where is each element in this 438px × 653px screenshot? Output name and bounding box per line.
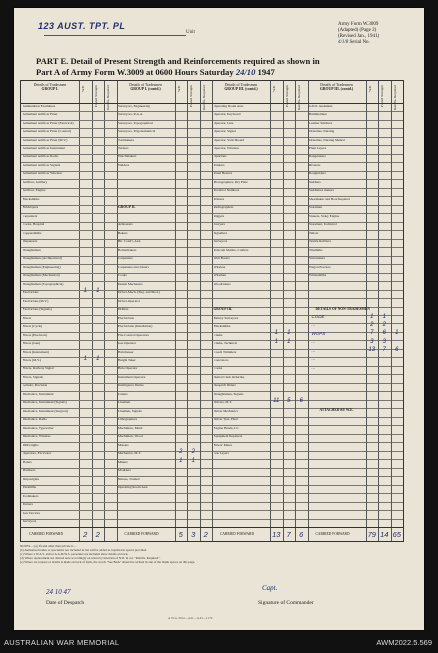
row-label: Photographers, Dry Plate <box>213 179 248 184</box>
row-label: Concretors <box>213 358 229 362</box>
row-label: Bakers <box>118 230 128 235</box>
handwritten-value: 1 <box>83 288 87 295</box>
carried-forward-value: 79 <box>367 530 376 539</box>
note-line: NOTES.—(a) If rank other than private is ... <box>20 544 77 548</box>
row-label: Shoemaker and Boot Repairer <box>309 196 350 201</box>
row-label: Dental Clerk Orderlies <box>213 374 245 379</box>
column-header-details: Details of Tradesmen <box>129 83 162 87</box>
row-label: Clerks <box>213 332 223 337</box>
non-tradesman-entry: ... <box>311 347 316 353</box>
column-header-group: GROUP III. (contd.) <box>224 87 258 92</box>
row-label: Surveyors <box>213 239 228 244</box>
row-label: Armament Artificer Signals <box>22 162 61 167</box>
row-label: Dispensers <box>22 239 38 244</box>
despatch-label: Date of Despatch <box>46 600 85 606</box>
row-label: GROUP II. <box>118 205 136 210</box>
row-label: Armament Artificer Fitter <box>22 112 58 117</box>
column-header <box>21 83 79 92</box>
row-label: Artificer, Engine <box>22 188 46 193</box>
column-header-details: Details of Tradesmen <box>320 83 353 87</box>
row-label: Surveyors, Trigonometrical <box>118 129 156 134</box>
row-label: Drivers, M.T. <box>213 400 232 405</box>
row-label: Mechanics, Wireless <box>22 434 51 439</box>
row-label: Storemen, Technical <box>309 222 337 227</box>
non-tradesman-entry: WOPS <box>311 330 326 336</box>
row-label: Driver Tpts, Plant <box>213 417 238 422</box>
subcolumn-divider <box>175 81 176 541</box>
row-label: Hammermen <box>309 112 327 117</box>
subcolumn-header: Posted Strength <box>189 85 193 108</box>
row-label: Mechanics, Instrument (Signals) <box>22 400 67 405</box>
unit-label: Unit <box>186 30 195 35</box>
row-label: Carpenters and Joiners <box>118 264 149 269</box>
row-label: Linemen, Signals <box>118 408 142 413</box>
row-label: Riggers <box>213 213 225 218</box>
notes-block <box>20 544 402 564</box>
row-label: GROUP III. <box>213 307 233 312</box>
row-label: Blacksmiths <box>22 196 40 201</box>
non-tradesman-entry: ... <box>311 322 316 328</box>
subcolumn-header: Reinfts. Required <box>392 85 397 110</box>
row-label: Fitters' Mates <box>213 442 232 447</box>
carried-forward-value: 2 <box>203 530 208 539</box>
row-label: Armament Artificer Fitter (M.V.) <box>22 137 68 142</box>
signature-label: Signature of Commander <box>258 600 314 606</box>
row-label: Bit. Cond'r, Asst. <box>118 239 142 244</box>
row-label: Dental Mechanics <box>118 281 143 286</box>
row-label: Wagon Erecters <box>309 264 331 269</box>
row-label: Operators, Excavator <box>22 451 52 456</box>
row-label: Fitters (Gun) <box>22 341 41 346</box>
handwritten-value: 1 <box>96 288 100 295</box>
row-label: Tinsmiths <box>309 247 323 252</box>
row-label: Toolmakers <box>118 137 134 142</box>
row-label: Ammunition Examiners <box>22 103 56 108</box>
subcolumn-header: W.E. <box>176 85 181 92</box>
row-label: Fitters (Instrument) <box>22 349 49 354</box>
row-label: Electricians (M.V.) <box>22 298 49 303</box>
carried-forward-divider <box>21 527 403 528</box>
subcolumn-header: Posted Strength <box>380 85 384 108</box>
row-label: Saddlers <box>309 179 321 184</box>
form-line-1: Army Form W.3009 <box>338 22 379 27</box>
row-label: Sawyers <box>213 222 225 227</box>
row-label: Millwrights <box>22 442 39 447</box>
carried-forward-value: 14 <box>380 530 389 539</box>
handwritten-value: 3 <box>370 338 374 345</box>
row-label: Masons <box>118 442 129 447</box>
handwritten-value: 6 <box>395 347 399 354</box>
row-label: Electricians (Installation) <box>118 324 153 329</box>
subcolumn-divider <box>200 81 201 541</box>
row-label: Artificer, Artillery <box>22 179 48 184</box>
column-header-group: GROUP I. (contd.) <box>130 87 161 92</box>
row-label: Shipwrights <box>22 476 39 481</box>
row-label: Mechanics, Radio <box>22 417 47 422</box>
row-label: Draughtsmen (Engineering) <box>22 264 61 269</box>
handwritten-value: 1 <box>96 355 100 362</box>
row-label: Mechanics, Instrument (Surgical) <box>22 408 68 413</box>
row-label: Electricians (Signals) <box>22 307 52 312</box>
row-label: Wireless <box>213 264 226 269</box>
serial-label: Serial No. <box>349 40 370 45</box>
subcolumn-divider <box>270 81 271 541</box>
subcolumn-header: Reinfts. Required <box>106 85 110 110</box>
row-label: Rangetakers <box>309 154 326 159</box>
row-label: Driver Mechanics <box>213 408 238 413</box>
row-label: Lithographers <box>118 417 138 422</box>
row-label: Height Taker <box>118 358 136 362</box>
subcolumn-divider <box>92 81 93 541</box>
carried-forward-value: 6 <box>299 530 304 539</box>
row-label: Tinsmiths <box>22 485 36 490</box>
row-label: Hairdresser <box>118 349 134 354</box>
handwritten-value: 1 <box>274 330 278 337</box>
commander-signature: Capt. <box>262 584 278 592</box>
handwritten-value: 1 <box>83 355 87 362</box>
subcolumn-divider <box>104 81 105 541</box>
subcolumn-header: Reinfts. Required <box>201 85 206 110</box>
row-label: Printers <box>213 196 225 201</box>
row-label: Carpenters <box>22 213 38 218</box>
row-label: Fitters, Railway Signal <box>22 366 54 371</box>
row-label: Bricklayers <box>22 205 39 210</box>
row-label: Drillers <box>118 307 129 312</box>
carried-forward-value: 7 <box>286 530 291 539</box>
header-divider <box>21 103 403 104</box>
subcolumn-divider <box>187 81 188 541</box>
row-label: Toolmakers <box>22 493 39 498</box>
handwritten-value: 2 <box>370 321 374 328</box>
row-label: Armament Artificer Wireless <box>22 171 62 176</box>
subcolumn-header: Reinfts. Required <box>297 85 301 110</box>
row-label: Plant Layers <box>309 146 327 150</box>
row-label: Signallers <box>213 230 228 235</box>
handwritten-value: 7 <box>382 347 386 354</box>
handwritten-value: 2 <box>382 321 386 328</box>
row-label: Grinder, Precision <box>22 383 48 388</box>
carried-forward-value: 65 <box>392 530 401 539</box>
row-label: Turners <box>118 146 129 150</box>
note-line: (d) Where replacement not desired note accordingly on return by insertion of N.R. in col. "Reinfts. Required". <box>20 556 161 560</box>
unit-handwritten: 123 AUST. TPT. PL <box>38 21 126 31</box>
row-label: Welders <box>118 162 130 167</box>
subcolumn-header: W.E. <box>367 85 372 92</box>
despatch-date-handwritten: 24 10 47 <box>46 588 71 596</box>
unit-line <box>44 35 186 36</box>
serial-handwritten: 4/1/8 <box>338 40 349 45</box>
row-label: Electricians <box>118 315 135 320</box>
title-line-1: PART E. Detail of Present Strength and Reinforcements required as shown in <box>36 56 320 66</box>
handwritten-value: 11 <box>273 398 280 405</box>
row-label: Draughtsmen (Mechanical) <box>22 273 60 278</box>
subcolumn-header: Posted Strength <box>93 85 98 108</box>
row-label: Draughtsmen, Signals <box>213 391 244 396</box>
row-label: Fire Control Operators <box>118 332 149 337</box>
column-header-details: Details of Tradesmen <box>224 83 258 87</box>
row-label: Clerks, Technical <box>213 341 238 346</box>
row-label: Gas Operator <box>118 341 137 346</box>
row-label: Operator, Line <box>213 120 234 125</box>
row-label: Saw Doctors <box>22 510 40 515</box>
handwritten-value: 6 <box>299 398 303 405</box>
subcolumn-header: W.E. <box>81 85 85 92</box>
printer-imprint: A.W.G. Print—Adv—A.45—1179 <box>168 616 213 620</box>
row-label: Draughtsmen (Architectural) <box>22 256 62 261</box>
row-label: Saddletree makers <box>309 188 334 193</box>
row-label: Despatch Riders <box>213 383 236 388</box>
handwritten-value: 1 <box>370 313 374 320</box>
row-label: Mechanics, Typewriter <box>22 425 54 430</box>
row-label: Carpenters <box>118 256 133 261</box>
handwritten-value: 5 <box>287 398 291 405</box>
title-line-2: Part A of Army Form W.3009 at 0600 Hours Saturday <box>36 67 234 77</box>
row-label: Operator, Wireless <box>213 146 239 150</box>
carried-forward-label: CARRIED FORWARD <box>315 532 350 536</box>
row-label: Stokers, Stoky Engine <box>309 213 340 218</box>
attached-heading: ATTACHED BY W.E. <box>319 408 354 413</box>
row-label: Machinists, Wood <box>118 434 143 439</box>
subcolumn-divider <box>378 81 379 541</box>
non-tradesmen-heading: DETAILS OF NON-TRADESMEN <box>315 306 370 311</box>
handwritten-value: 3 <box>382 338 386 345</box>
carried-forward-value: 13 <box>272 530 281 539</box>
row-label: Textile Refitters <box>309 239 331 244</box>
subcolumn-divider <box>366 81 367 541</box>
row-label: Coach Trimmers <box>213 349 237 354</box>
note-line: (e) Where are request or details is made on back of form, the words "See Back" should be written in one of the blank spaces on this page. <box>20 560 196 564</box>
handwritten-value: 1 <box>191 457 195 464</box>
form-reference <box>338 22 408 46</box>
carried-forward-value: 5 <box>178 530 183 539</box>
archive-reference: AWM2022.5.569 <box>376 638 432 647</box>
column-header <box>308 83 366 92</box>
row-label: Fitters <box>22 315 32 320</box>
row-label: Operating Room Asst. <box>213 103 244 108</box>
row-label: Surveyors, Topographical <box>118 120 153 125</box>
carried-forward-value: 2 <box>95 530 100 539</box>
handwritten-value: 1 <box>274 338 278 345</box>
row-label: Platers <box>22 459 32 464</box>
row-label: Armament Artificer Instrument <box>22 146 65 150</box>
row-label: Instrument Operator <box>118 374 146 379</box>
strength-table <box>20 80 404 542</box>
row-label: Painters <box>213 162 225 167</box>
subcolumn-divider <box>391 81 392 541</box>
row-label: Boilermakers <box>118 247 137 252</box>
subcolumn-divider <box>283 81 284 541</box>
row-label: Watchmakers <box>118 154 137 159</box>
row-label: Gas Layers <box>213 451 229 456</box>
row-label: Blacksmiths <box>213 324 231 329</box>
row-label: Intelligence Duties <box>118 383 144 388</box>
row-label: Operator, Switchboard <box>213 137 245 142</box>
row-label: Driver-Mech. (Eng. and Mod.) <box>118 290 160 295</box>
row-label: Cooks <box>213 366 223 371</box>
row-label: Telecom Mobile, Crafters <box>213 247 249 252</box>
row-label: Roughriders <box>309 171 326 176</box>
row-label: Turners <box>22 502 33 507</box>
non-tradesman-entry: ... <box>311 364 316 370</box>
non-tradesman-entry: ... <box>311 339 316 345</box>
row-label: Whitesmiths <box>309 273 327 278</box>
archive-caption: AUSTRALIAN WAR MEMORIAL <box>4 638 120 647</box>
row-label: Armament Artificer Fitter (Control) <box>22 129 71 134</box>
row-label: Miners <box>118 459 128 464</box>
row-label: Driver-Operator <box>118 298 140 303</box>
row-label: Moulders <box>118 468 131 473</box>
row-label: Mechanics, Instrument <box>22 391 54 396</box>
row-label: Electricians <box>22 290 39 295</box>
row-label: Battery Surveyors <box>213 315 239 320</box>
form-line-2: (Adapted) (Page 2) <box>338 28 377 33</box>
row-label: Panel Beaters <box>213 171 233 176</box>
handwritten-value: 1 <box>287 330 291 337</box>
row-label: Predictor Numbers <box>213 188 240 193</box>
row-label: Woodcutters <box>213 281 231 286</box>
row-label: Armourers <box>118 222 133 227</box>
carried-forward-label: CARRIED FORWARD <box>29 532 64 536</box>
note-line: (c) Where a W.A.S. and/or A.A.M.W.S. personnel are included show details on back. <box>20 552 129 556</box>
handwritten-value: 1 <box>179 457 183 464</box>
row-label: Vulcanizers <box>309 256 325 261</box>
handwritten-value: 6 <box>382 330 386 337</box>
row-label: Orderlies, Nursing Mental <box>309 137 345 142</box>
carried-forward-label: CARRIED FORWARD <box>220 532 255 536</box>
handwritten-value: 1 <box>395 330 399 337</box>
title-year: 1947 <box>257 67 275 77</box>
column-header <box>212 83 270 92</box>
column-divider <box>308 81 309 541</box>
row-label: Opticians <box>213 154 227 159</box>
column-header <box>117 83 175 92</box>
carried-forward-value: 2 <box>83 530 88 539</box>
row-label: Cooks <box>118 273 127 278</box>
row-label: Riveters <box>309 162 321 167</box>
row-label: Tailors <box>309 230 319 235</box>
subcolumn-header: Posted Strength <box>284 85 289 108</box>
subcolumn-divider <box>79 81 80 541</box>
row-label: G.P.O. Assistants <box>309 103 333 108</box>
row-label: Draughtsmen <box>22 247 41 252</box>
row-label: Mechanics, M.T. <box>118 451 141 456</box>
row-label: Operator, Signal <box>213 129 236 134</box>
note-line: (b) Authorised trades or specialists not included in list will be added as required in spaces provided. <box>20 548 148 552</box>
carried-forward-label: CARRIED FORWARD <box>124 532 159 536</box>
row-label: Coppersmiths <box>22 230 42 235</box>
column-header-details: Details of Tradesmen <box>33 83 67 87</box>
row-label: Nurses, Trained <box>118 476 140 481</box>
non-tradesman-entry: CODE <box>311 314 325 319</box>
row-label: Hole Operator <box>118 366 138 371</box>
title-date-handwritten: 24/10 <box>235 67 256 77</box>
carried-forward-value: 3 <box>191 530 196 539</box>
row-label: Storemen <box>309 205 322 210</box>
subcolumn-divider <box>295 81 296 541</box>
row-label: Operating Room Asst. <box>118 485 149 490</box>
row-label: Radiographers <box>213 205 234 210</box>
row-label: Equipment Repairers <box>213 434 243 439</box>
row-label: Orderlies, Nursing <box>309 129 335 134</box>
row-label: Fitters, Signals <box>22 374 43 379</box>
row-label: Linemen <box>118 400 131 405</box>
row-label: Fitters (Electrical) <box>22 332 48 337</box>
row-label: Wireman <box>213 273 226 278</box>
column-header-group: GROUP I. <box>41 87 59 92</box>
row-label: Surveyors, Engineering <box>118 103 151 108</box>
column-header-group: GROUP III. (contd.) <box>319 87 354 92</box>
row-label: Leather Stitchers <box>309 120 333 125</box>
handwritten-value: 13 <box>368 347 376 354</box>
row-label: Fitters (Cycle) <box>22 324 43 329</box>
row-label: Surveyors <box>22 519 37 524</box>
subcolumn-header: W.E. <box>272 85 276 92</box>
handwritten-value: 1 <box>287 338 291 345</box>
row-label: Wall Borers <box>213 256 230 261</box>
row-label: Cooks, Hospital <box>22 222 45 227</box>
row-label: Operator, Keyboard <box>213 112 241 117</box>
handwritten-value: 2 <box>191 449 195 456</box>
handwritten-value: 1 <box>382 313 386 320</box>
row-label: Fitters (M.V.) <box>22 358 41 362</box>
row-label: Joiners <box>118 391 128 396</box>
row-label: Armament Artificer Radio <box>22 154 59 159</box>
page-title <box>36 56 416 78</box>
row-label: Machinists, Metal <box>118 425 143 430</box>
handwritten-value: 7 <box>370 330 374 337</box>
row-label: Engine Hands, I.C. <box>213 425 240 430</box>
row-label: Plumbers <box>22 468 36 473</box>
row-label: Draughtsmen (Topographical) <box>22 281 64 286</box>
form-line-3: (Revised Jan., 1941) <box>338 34 380 39</box>
row-label: Armament Artificer Fitter (Electrical) <box>22 120 74 125</box>
handwritten-value: 2 <box>179 449 183 456</box>
row-label: Surveyors, R.A.A. <box>118 112 144 117</box>
non-tradesman-entry: ... <box>311 356 316 362</box>
